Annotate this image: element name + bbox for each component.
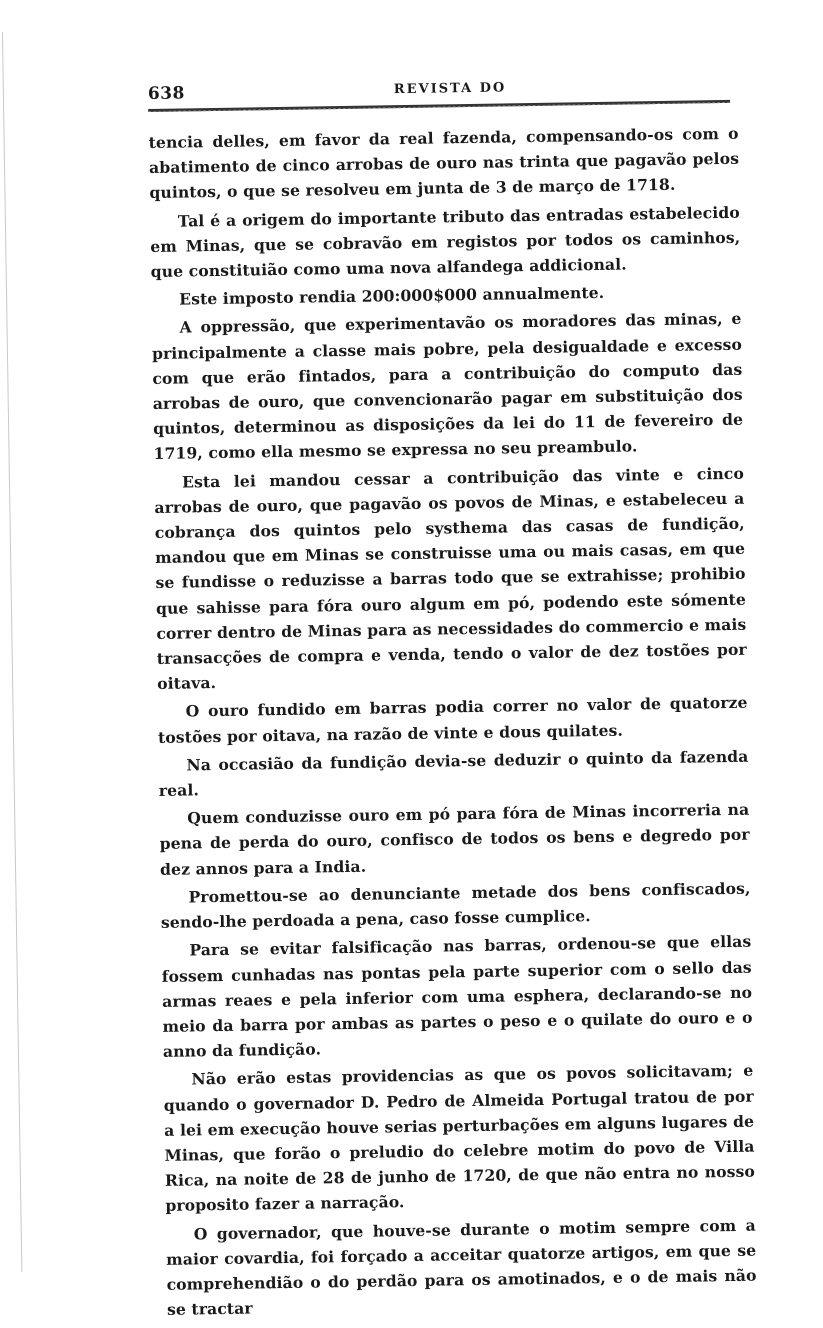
header-rule (148, 100, 730, 112)
paragraph: Na occasião da fundição devia-se deduzir o quinto da fazenda real. (158, 746, 749, 801)
body-text (148, 121, 757, 1325)
paragraph: Para se evitar falsificação nas barras, ordenou-se que ellas fossem cunhadas nas pontas pela parte superior com o sello das armas reaes e pela inferior com uma esphera, declarando-se no meio da barra por ambas as partes o peso e o quilate do ouro e o anno da fundição. (161, 931, 753, 1062)
paragraph: O governador, que houve-se durante o motim sempre com a maior covardia, foi forçado a acceitar quatorze artigos, em que se comprehendião o do perdão para os amotinados, e o de mais não se tractar (166, 1215, 757, 1320)
scan-edge-line (2, 32, 22, 1272)
page-header (148, 75, 730, 110)
paragraph: Promettou-se ao denunciante metade dos bens confiscados, sendo-lhe perdoada a pena, caso fosse cumplice. (160, 878, 751, 933)
page-number: 638 (147, 83, 186, 105)
running-title: REVISTA DO (393, 80, 507, 98)
paragraph: Esta lei mandou cessar a contribuição das vinte e cinco arrobas de ouro, que pagavão os povos de Minas, e estabeleceu a cobrança dos quintos pelo systhema das casas de fundição, mandou que em Minas se construisse uma ou mais casas, em que se fundisse o reduzisse a barras todo que se extrahisse; prohibio que sahisse para fóra ouro algum em pó, podendo este sómente correr dentro de Minas para as necessidades do commercio e mais transacções de compra e venda, tendo o valor de dez tostões por oitava. (154, 463, 747, 694)
paragraph: Não erão estas providencias as que os povos solicitavam; e quando o governador D. Pedro de Almeida Portugal tratou de por a lei em execução houve serias perturbações em alguns lugares de Minas, que forão o preludio do celebre motim do povo de Villa Rica, na noite de 28 de junho de 1720, de que não entra no nosso proposito fazer a narração. (163, 1060, 756, 1216)
paragraph: A oppressão, que experimentavão os moradores das minas, e principalmente a classe mais pobre, pela desigualdade e excesso com que erão fintados, para a contribuição do computo das arrobas de ouro, que convencionarão pagar em substituição dos quintos, determinou as disposições da lei do 11 de fevereiro de 1719, como ella mesmo se expressa no seu preambulo. (151, 309, 744, 464)
paragraph: Este imposto rendia 200:000$000 annualmente. (178, 283, 605, 309)
paragraph: tencia delles, em favor da real fazenda, compensando-os com o abatimento de cinco arrobas de ouro nas trinta que pagavão pelos quintos, o que se resolveu em junta de 3 de março de 1718. (148, 123, 740, 203)
paragraph: O ouro fundido em barras podia correr no valor de quatorze tostões por oitava, na razão de vinte e dous quilates. (157, 693, 748, 747)
paragraph: Quem conduzisse ouro em pó para fóra de Minas incorreria na pena de perda do ouro, confisco de todos os bens e degredo por dez annos para a India. (159, 799, 750, 879)
paragraph: Tal é a origem do importante tributo das entradas estabelecido em Minas, que se cobravão em registos por todos os caminhos, que constituião como uma nova alfandega addicional. (150, 202, 741, 282)
